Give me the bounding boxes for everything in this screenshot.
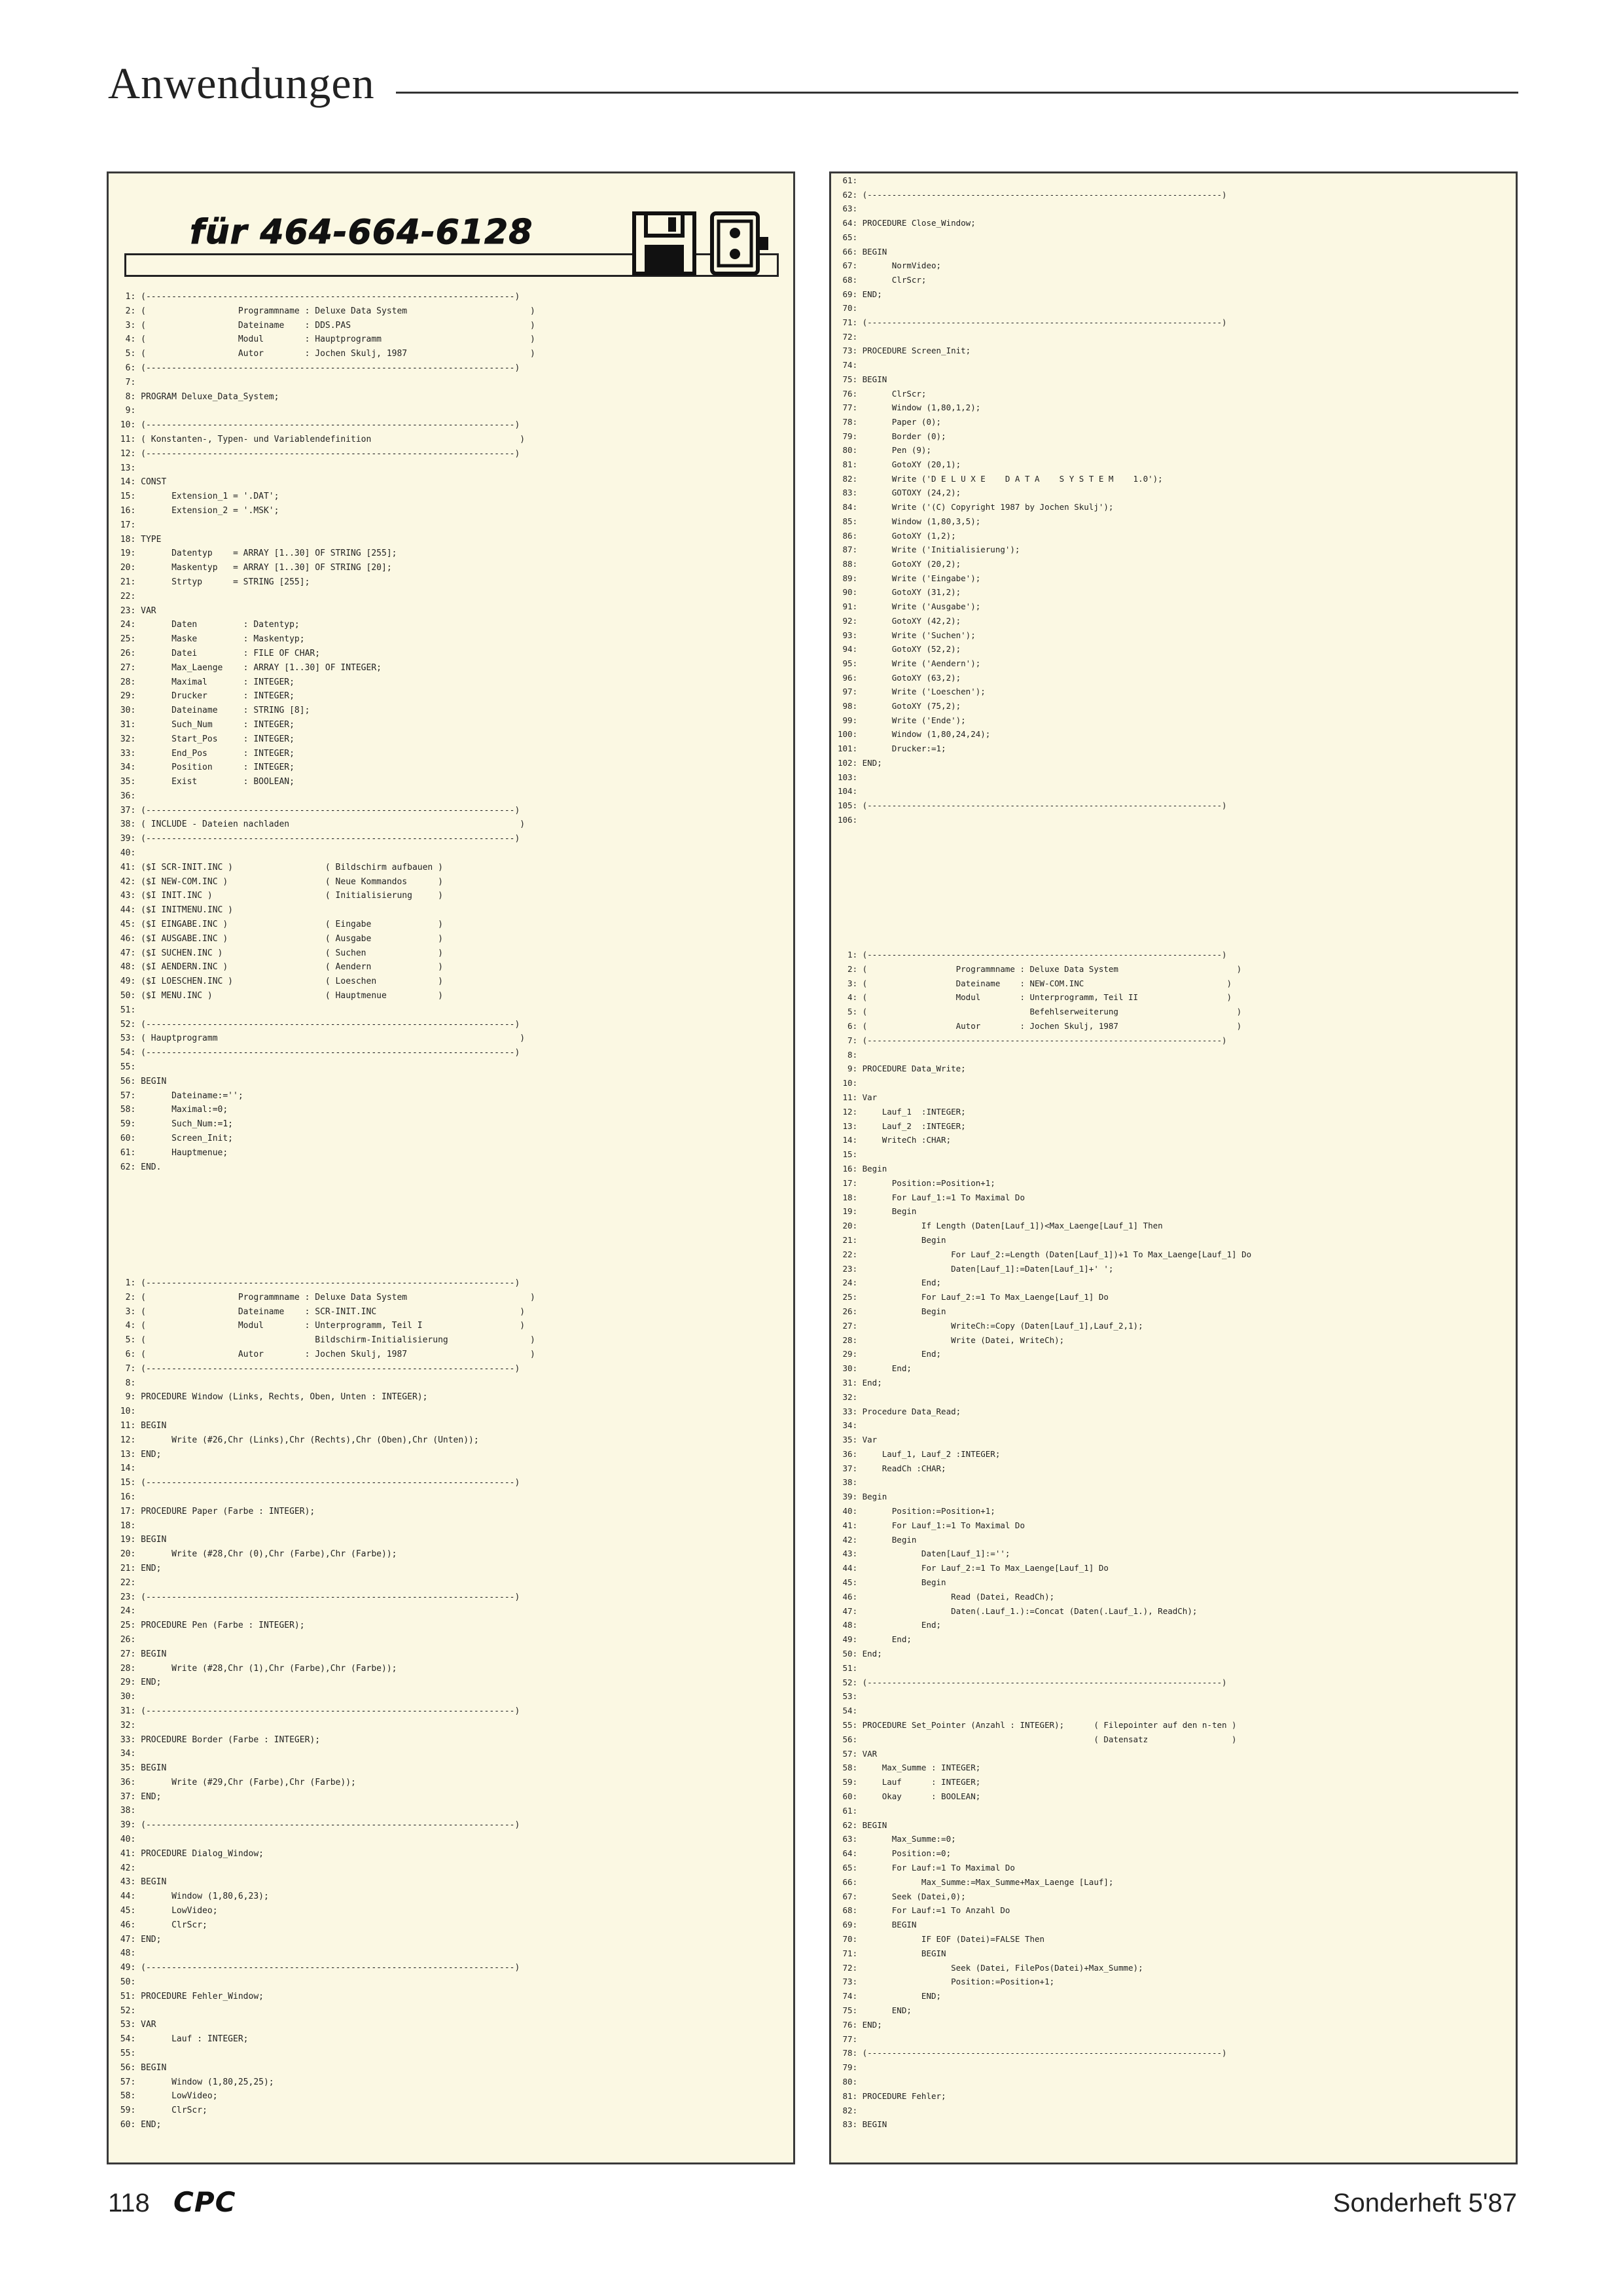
section-title: Anwendungen — [108, 58, 375, 108]
platform-banner — [124, 213, 779, 286]
magazine-logo: CPC — [173, 2186, 236, 2218]
left-listing-column — [107, 171, 795, 2164]
code-listing-scr-init-continued: 61: 62: (------------------------------------------------------------------------) 63: 64: PROCEDURE Close_Window; 65: 66: BEGIN 67: NormVideo; 68: ClrScr; 69: END; 70: 71: (------------------------------------------------------------------------) 72: 73: PROCEDURE Screen_Init; 74: 75: BEGIN 76: ClrScr; 77: Window (1,80,1,2); 78: Paper (0); 79: Border (0); 80: Pen (9); 81: GotoXY (20,1); 82: Write ('D E L U X E D A T A S Y S T E M 1.0'); 83: GOTOXY (24,2); 84: Write ('(C) Copyright 1987 by Jochen Skulj'); 85: Window (1,80,3,5); 86: GotoXY (1,2); 87: Write ('Initialisierung'); 88: GotoXY (20,2); 89: Write ('Eingabe'); 90: GotoXY (31,2); 91: Write ('Ausgabe'); 92: GotoXY (42,2); 93: Write ('Suchen'); 94: GotoXY (52,2); 95: Write ('Aendern'); 96: GotoXY (63,2); 97: Write ('Loeschen'); 98: GotoXY (75,2); 99: Write ('Ende'); 100: Window (1,80,24,24); 101: Drucker:=1; 102: END; 103: 104: 105: (------------------------------------------------------------------------) 106: — [838, 175, 1227, 825]
header-rule — [396, 92, 1518, 94]
code-listing-new-com: 1: (------------------------------------------------------------------------) 2: ( Programmname : Deluxe Data System ) 3: ( Dateiname : NEW-COM.INC ) 4: ( Modul : Unterprogramm, Teil II ) 5: ( Befehlserweiterung ) 6: ( Autor : Jochen Skulj, 1987 ) 7: (------------------------------------------------------------------------) 8: 9: PROCEDURE Data_Write; 10: 11: Var 12: Lauf_1 :INTEGER; 13: Lauf_2 :INTEGER; 14: WriteCh :CHAR; 15: 16: Begin 17: Position:=Position+1; 18: For Lauf_1:=1 To Maximal Do 19: Begin 20: If Length (Daten[Lauf_1])<Max_Laenge[Lauf_1] Then 21: Begin 22: For Lauf_2:=Length (Daten[Lauf_1])+1 To Max_Laenge[Lauf_1] Do 23: Daten[Lauf_1]:=Daten[Lauf_1]+' '; 24: End; 25: For Lauf_2:=1 To Max_Laenge[Lauf_1] Do 26: Begin 27: WriteCh:=Copy (Daten[Lauf_1],Lauf_2,1); 28: Write (Datei, WriteCh); 29: End; 30: End; 31: End; 32: 33: Procedure Data_Read; 34: 35: Var 36: Lauf_1, Lauf_2 :INTEGER; 37: ReadCh :CHAR; 38: 39: Begin 40: Position:=Position+1; 41: For Lauf_1:=1 To Maximal Do 42: Begin 43: Daten[Lauf_1]:=''; 44: For Lauf_2:=1 To Max_Laenge[Lauf_1] Do 45: Begin 46: Read (Datei, ReadCh); 47: Daten(.Lauf_1.):=Concat (Daten(.Lauf_1.), ReadCh); 48: End; 49: End; 50: End; 51: 52: (------------------------------------------------------------------------) 53: 54: 55: PROCEDURE Set_Pointer (Anzahl : INTEGER); ( Filepointer auf den n-ten ) 56: ( Datensatz ) 57: VAR 58: Max_Summe : INTEGER; 59: Lauf : INTEGER; 60: Okay : BOOLEAN; 61: 62: BEGIN 63: Max_Summe:=0; 64: Position:=0; 65: For Lauf:=1 To Maximal Do 66: Max_Summe:=Max_Summe+Max_Laenge [Lauf]; 67: Seek (Datei,0); 68: For Lauf:=1 To Anzahl Do 69: BEGIN 70: IF EOF (Datei)=FALSE Then 71: BEGIN 72: Seek (Datei, FilePos(Datei)+Max_Summe); 73: Position:=Position+1; 74: END; 75: END; 76: END; 77: 78: (------------------------------------------------------------------------) 79: 80: 81: PROCEDURE Fehler; 82: 83: BEGIN — [842, 950, 1252, 2130]
cassette-icon — [707, 211, 772, 276]
code-listing-dds-pas: 1: (------------------------------------------------------------------------) 2: ( Programmname : Deluxe Data System ) 3: ( Dateiname : DDS.PAS ) 4: ( Modul : Hauptprogramm ) 5: ( Autor : Jochen Skulj, 1987 ) 6: (------------------------------------------------------------------------) 7: 8: PROGRAM Deluxe_Data_System; 9: 10: (------------------------------------------------------------------------) 11: ( Konstanten-, Typen- und Variablendefinition ) 12: (------------------------------------------------------------------------) 13: 14: CONST 15: Extension_1 = '.DAT'; 16: Extension_2 = '.MSK'; 17: 18: TYPE 19: Datentyp = ARRAY [1..30] OF STRING [255]; 20: Maskentyp = ARRAY [1..30] OF STRING [20]; 21: Strtyp = STRING [255]; 22: 23: VAR 24: Daten : Datentyp; 25: Maske : Maskentyp; 26: Datei : FILE OF CHAR; 27: Max_Laenge : ARRAY [1..30] OF INTEGER; 28: Maximal : INTEGER; 29: Drucker : INTEGER; 30: Dateiname : STRING [8]; 31: Such_Num : INTEGER; 32: Start_Pos : INTEGER; 33: End_Pos : INTEGER; 34: Position : INTEGER; 35: Exist : BOOLEAN; 36: 37: (------------------------------------------------------------------------) 38: ( INCLUDE - Dateien nachladen ) 39: (------------------------------------------------------------------------) 40: 41: ($I SCR-INIT.INC ) ( Bildschirm aufbauen ) 42: ($I NEW-COM.INC ) ( Neue Kommandos ) 43: ($I INIT.INC ) ( Initialisierung ) 44: ($I INITMENU.INC ) 45: ($I EINGABE.INC ) ( Eingabe ) 46: ($I AUSGABE.INC ) ( Ausgabe ) 47: ($I SUCHEN.INC ) ( Suchen ) 48: ($I AENDERN.INC ) ( Aendern ) 49: ($I LOESCHEN.INC ) ( Loeschen ) 50: ($I MENU.INC ) ( Hauptmenue ) 51: 52: (------------------------------------------------------------------------) 53: ( Hauptprogramm ) 54: (------------------------------------------------------------------------) 55: 56: BEGIN 57: Dateiname:=''; 58: Maximal:=0; 59: Such_Num:=1; 60: Screen_Init; 61: Hauptmenue; 62: END. — [120, 292, 535, 1172]
floppy-disk-icon — [632, 211, 697, 276]
issue-label: Sonderheft 5'87 — [1332, 2189, 1517, 2217]
right-listing-column — [829, 171, 1518, 2164]
banner-text: für 464-664-6128 — [190, 213, 533, 252]
page-number: 118 — [108, 2189, 150, 2217]
code-listing-scr-init: 1: (------------------------------------------------------------------------) 2: ( Programmname : Deluxe Data System ) 3: ( Dateiname : SCR-INIT.INC ) 4: ( Modul : Unterprogramm, Teil I ) 5: ( Bildschirm-Initialisierung ) 6: ( Autor : Jochen Skulj, 1987 ) 7: (------------------------------------------------------------------------) 8: 9: PROCEDURE Window (Links, Rechts, Oben, Unten : INTEGER); 10: 11: BEGIN 12: Write (#26,Chr (Links),Chr (Rechts),Chr (Oben),Chr (Unten)); 13: END; 14: 15: (------------------------------------------------------------------------) 16: 17: PROCEDURE Paper (Farbe : INTEGER); 18: 19: BEGIN 20: Write (#28,Chr (0),Chr (Farbe),Chr (Farbe)); 21: END; 22: 23: (------------------------------------------------------------------------) 24: 25: PROCEDURE Pen (Farbe : INTEGER); 26: 27: BEGIN 28: Write (#28,Chr (1),Chr (Farbe),Chr (Farbe)); 29: END; 30: 31: (------------------------------------------------------------------------) 32: 33: PROCEDURE Border (Farbe : INTEGER); 34: 35: BEGIN 36: Write (#29,Chr (Farbe),Chr (Farbe)); 37: END; 38: 39: (------------------------------------------------------------------------) 40: 41: PROCEDURE Dialog_Window; 42: 43: BEGIN 44: Window (1,80,6,23); 45: LowVideo; 46: ClrScr; 47: END; 48: 49: (------------------------------------------------------------------------) 50: 51: PROCEDURE Fehler_Window; 52: 53: VAR 54: Lauf : INTEGER; 55: 56: BEGIN 57: Window (1,80,25,25); 58: LowVideo; 59: ClrScr; 60: END; — [120, 1278, 535, 2130]
